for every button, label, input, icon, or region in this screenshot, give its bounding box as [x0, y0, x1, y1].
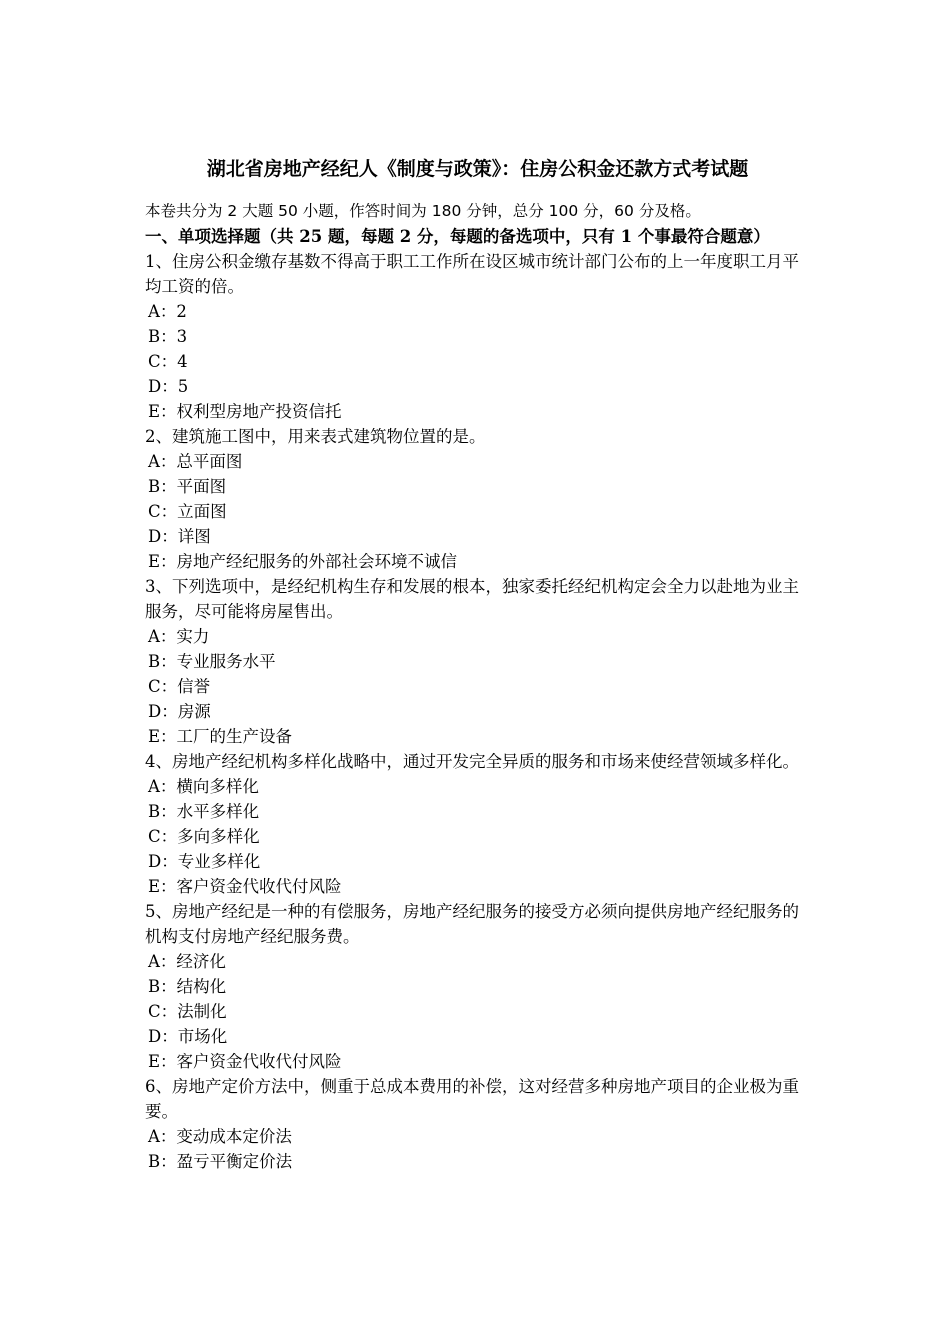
- answer-option: D：房源: [148, 702, 211, 721]
- answer-option: C：信誉: [148, 677, 211, 696]
- answer-option: D：详图: [148, 527, 211, 546]
- answer-option: D：5: [148, 377, 189, 396]
- question-item: [145, 574, 810, 749]
- question-stem: 4、房地产经纪机构多样化战略中，通过开发完全异质的服务和市场来使经营领域多样化。: [145, 752, 799, 771]
- answer-option: C：4: [148, 352, 188, 371]
- question-stem: 6、房地产定价方法中，侧重于总成本费用的补偿，这对经营多种房地产项目的企业极为重要。: [145, 1077, 799, 1121]
- answer-option: A：总平面图: [148, 452, 243, 471]
- question-item: [145, 424, 810, 574]
- answer-option: B：盈亏平衡定价法: [148, 1152, 293, 1171]
- question-list: [145, 249, 810, 1174]
- answer-option: B：结构化: [148, 977, 227, 996]
- section-heading: 一、单项选择题（共 25 题，每题 2 分，每题的备选项中，只有 1 个事最符合题意）: [145, 227, 770, 246]
- document-title: 湖北省房地产经纪人《制度与政策》：住房公积金还款方式考试题: [206, 158, 749, 180]
- answer-option: A：横向多样化: [148, 777, 259, 796]
- exam-intro: 本卷共分为 2 大题 50 小题，作答时间为 180 分钟，总分 100 分，60 分及格。: [145, 202, 701, 220]
- answer-option: E：客户资金代收代付风险: [148, 1052, 342, 1071]
- answer-option: E：客户资金代收代付风险: [148, 877, 342, 896]
- answer-option: B：专业服务水平: [148, 652, 276, 671]
- question-item: [145, 1074, 810, 1174]
- answer-option: B：3: [148, 327, 188, 346]
- answer-option: A：经济化: [148, 952, 226, 971]
- answer-option: B：平面图: [148, 477, 227, 496]
- answer-option: D：市场化: [148, 1027, 228, 1046]
- answer-option: A：实力: [148, 627, 210, 646]
- answer-option: E：权利型房地产投资信托: [148, 402, 342, 421]
- question-item: [145, 899, 810, 1074]
- document-page: [145, 156, 810, 1174]
- answer-option: B：水平多样化: [148, 802, 260, 821]
- answer-option: A：变动成本定价法: [148, 1127, 292, 1146]
- question-item: [145, 249, 810, 424]
- answer-option: D：专业多样化: [148, 852, 261, 871]
- question-stem: 5、房地产经纪是一种的有偿服务，房地产经纪服务的接受方必须向提供房地产经纪服务的机构支付房地产经纪服务费。: [145, 902, 799, 946]
- answer-option: C：法制化: [148, 1002, 227, 1021]
- question-stem: 1、住房公积金缴存基数不得高于职工工作所在设区城市统计部门公布的上一年度职工月平均工资的倍。: [145, 252, 799, 296]
- question-stem: 3、下列选项中，是经纪机构生存和发展的根本，独家委托经纪机构定会全力以赴地为业主服务，尽可能将房屋售出。: [145, 577, 799, 621]
- question-item: [145, 749, 810, 899]
- answer-option: A：2: [148, 302, 187, 321]
- answer-option: E：工厂的生产设备: [148, 727, 293, 746]
- answer-option: C：多向多样化: [148, 827, 260, 846]
- answer-option: C：立面图: [148, 502, 227, 521]
- answer-option: E：房地产经纪服务的外部社会环境不诚信: [148, 552, 458, 571]
- question-stem: 2、建筑施工图中，用来表式建筑物位置的是。: [145, 427, 486, 446]
